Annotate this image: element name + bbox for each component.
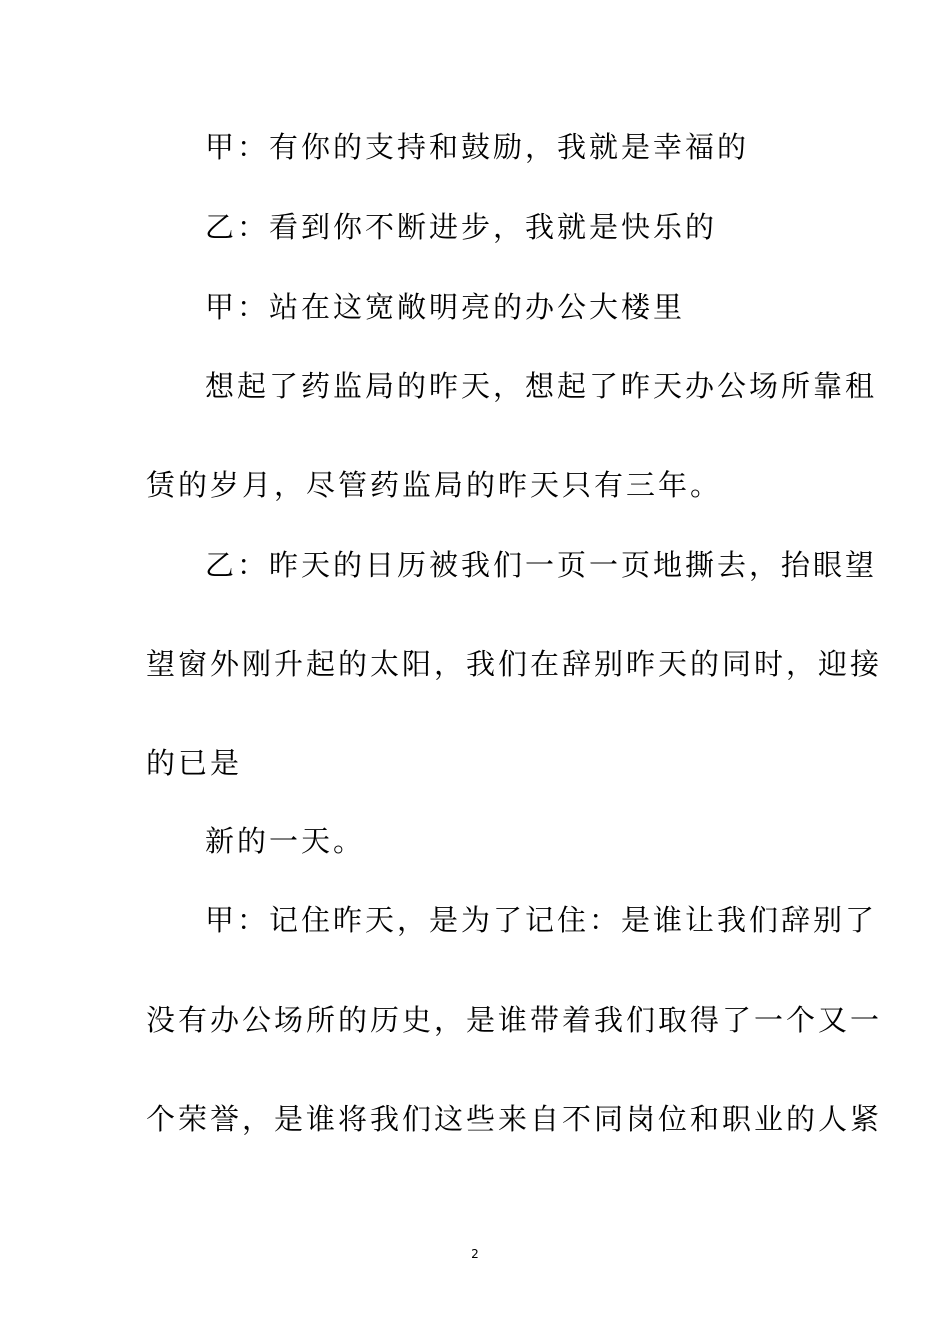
text-line-2: 乙：看到你不断进步，我就是快乐的	[205, 210, 718, 244]
text-line-4: 想起了药监局的昨天，想起了昨天办公场所靠租	[205, 369, 878, 403]
text-line-11: 没有办公场所的历史，是谁带着我们取得了一个又一	[146, 1003, 883, 1037]
text-line-3: 甲：站在这宽敞明亮的办公大楼里	[205, 290, 686, 324]
text-line-12: 个荣誉，是谁将我们这些来自不同岗位和职业的人紧	[146, 1102, 883, 1136]
page-number: 2	[471, 1247, 479, 1261]
text-line-6: 乙：昨天的日历被我们一页一页地撕去，抬眼望	[205, 548, 878, 582]
text-line-9: 新的一天。	[205, 824, 366, 858]
text-line-7: 望窗外刚升起的太阳，我们在辞别昨天的同时，迎接	[146, 647, 883, 681]
text-line-10: 甲：记住昨天，是为了记住：是谁让我们辞别了	[205, 903, 878, 937]
text-line-5: 赁的岁月，尽管药监局的昨天只有三年。	[146, 468, 723, 502]
text-line-8: 的已是	[146, 746, 243, 780]
text-line-1: 甲：有你的支持和鼓励，我就是幸福的	[205, 130, 750, 164]
